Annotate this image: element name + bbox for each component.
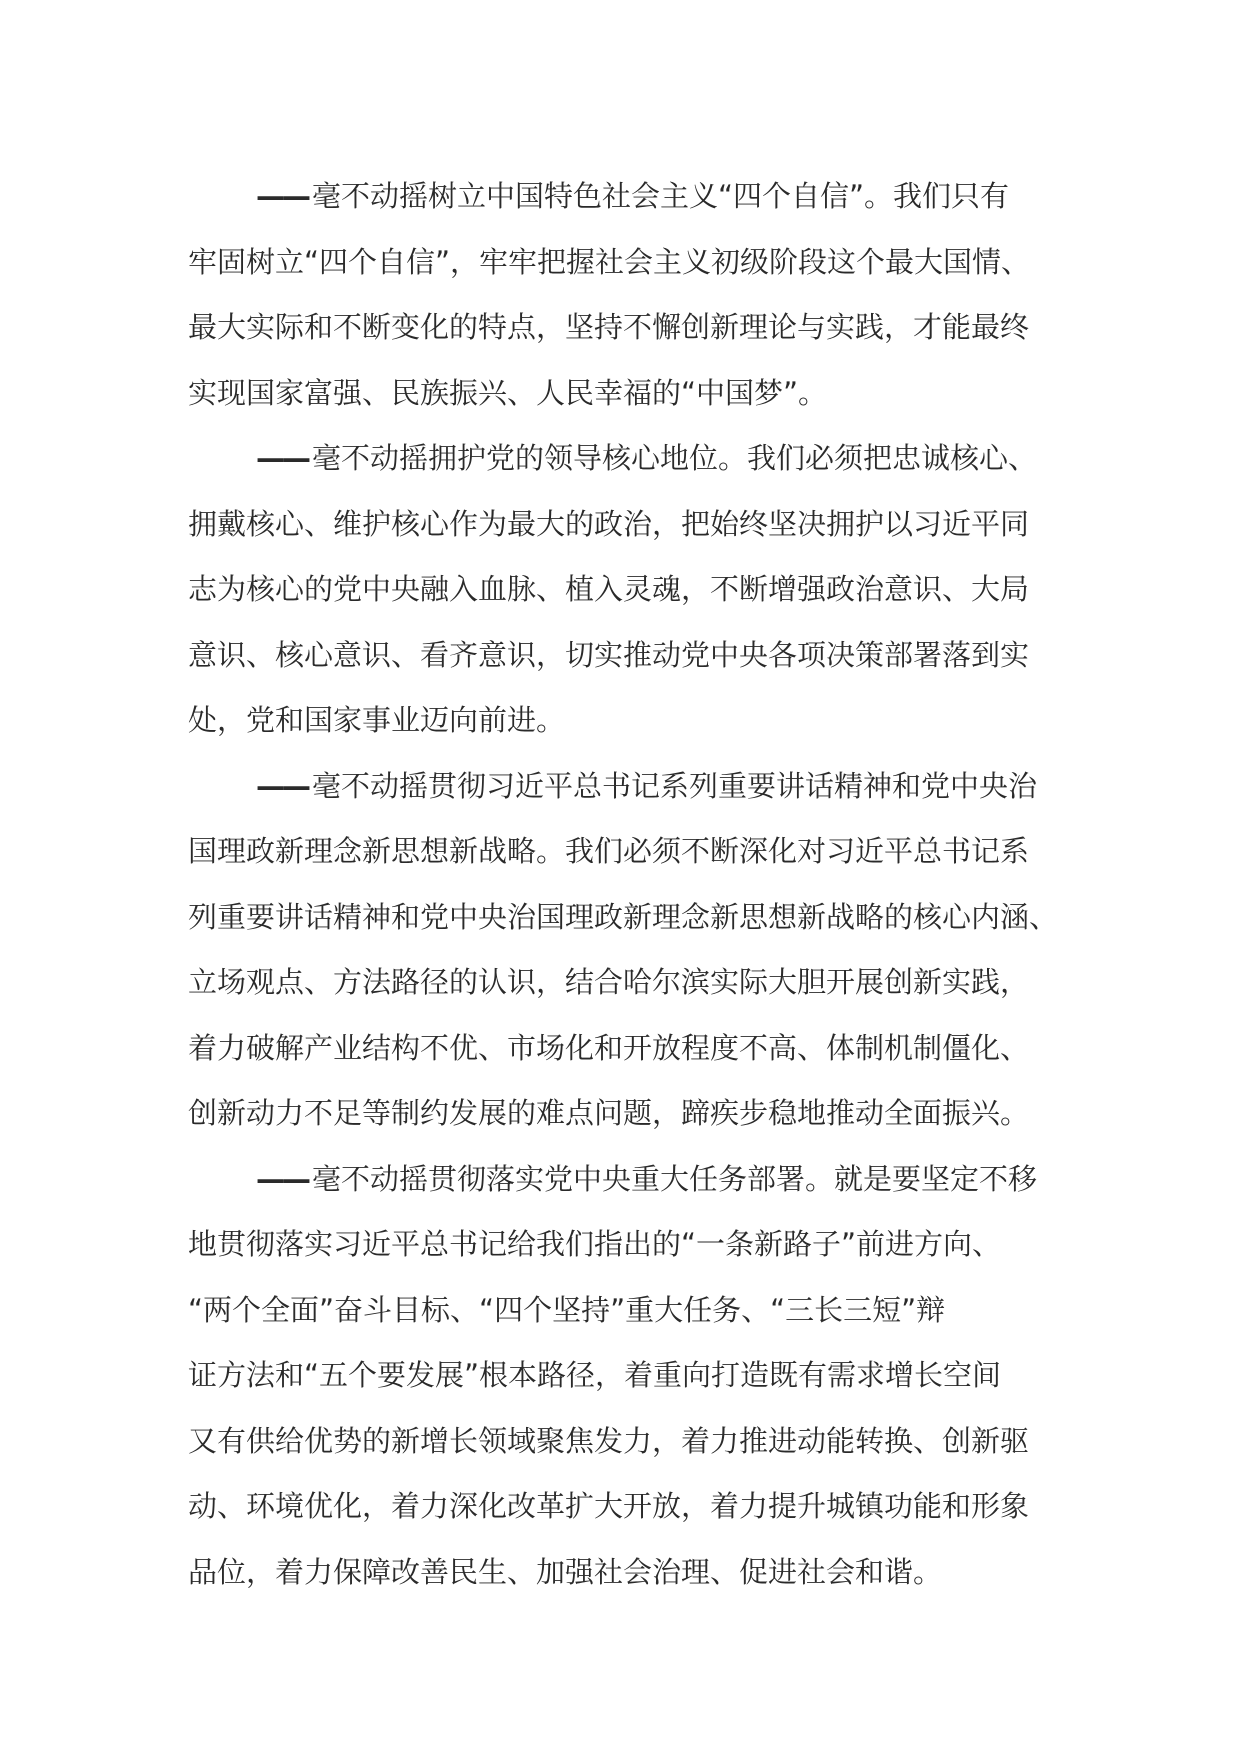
paragraph-four-confidences xyxy=(188,164,1068,426)
paragraph-line: 动、环境优化，着力深化改革扩大开放，着力提升城镇功能和形象 xyxy=(188,1489,1030,1523)
paragraph-line: 最大实际和不断变化的特点，坚持不懈创新理论与实践，才能最终 xyxy=(188,310,1030,344)
paragraph-line: 志为核心的党中央融入血脉、植入灵魂，不断增强政治意识、大局 xyxy=(188,572,1030,606)
paragraph-line: 又有供给优势的新增长领域聚焦发力，着力推进动能转换、创新驱 xyxy=(188,1423,1030,1458)
paragraph-line: 创新动力不足等制约发展的难点问题，蹄疾步稳地推动全面振兴。 xyxy=(188,1096,1030,1130)
paragraph-core-leadership xyxy=(188,426,1068,754)
paragraph-line: 国理政新理念新思想新战略。我们必须不断深化对习近平总书记系 xyxy=(188,834,1030,868)
paragraph-line xyxy=(188,1147,1068,1213)
em-dash: —— xyxy=(256,179,308,213)
paragraph-line xyxy=(188,164,1068,230)
paragraph-line xyxy=(188,426,1068,492)
paragraph-line: 品位，着力保障改善民生、加强社会治理、促进社会和谐。 xyxy=(188,1554,943,1589)
paragraph-line: 拥戴核心、维护核心作为最大的政治，把始终坚决拥护以习近平同 xyxy=(188,506,1030,541)
line-text: 毫不动摇拥护党的领导核心地位。我们必须把忠诚核心、 xyxy=(312,441,1038,475)
em-dash: —— xyxy=(256,441,308,475)
line-text: 毫不动摇贯彻落实党中央重大任务部署。就是要坚定不移 xyxy=(312,1161,1038,1196)
paragraph-line: 牢固树立“四个自信”，牢牢把握社会主义初级阶段这个最大国情、 xyxy=(188,244,1031,279)
paragraph-line: 地贯彻落实习近平总书记给我们指出的“一条新路子”前进方向、 xyxy=(188,1227,1002,1261)
paragraph-line: 立场观点、方法路径的认识，结合哈尔滨实际大胆开展创新实践， xyxy=(188,965,1030,999)
paragraph-line: 意识、核心意识、看齐意识，切实推动党中央各项决策部署落到实 xyxy=(188,637,1030,672)
paragraph-line xyxy=(188,754,1068,820)
paragraph-line: 实现国家富强、民族振兴、人民幸福的“中国梦”。 xyxy=(188,375,828,410)
document-body xyxy=(188,164,1068,1605)
paragraph-line: 证方法和“五个要发展”根本路径，着重向打造既有需求增长空间 xyxy=(188,1358,1002,1392)
paragraph-speech-spirit xyxy=(188,754,1068,1147)
paragraph-line: 着力破解产业结构不优、市场化和开放程度不高、体制机制僵化、 xyxy=(188,1030,1030,1065)
em-dash: —— xyxy=(256,768,308,803)
paragraph-major-tasks xyxy=(188,1147,1068,1606)
paragraph-line: 列重要讲话精神和党中央治国理政新理念新思想新战略的核心内涵、 xyxy=(188,899,1059,934)
paragraph-line: “两个全面”奋斗目标、“四个坚持”重大任务、“三长三短”辩 xyxy=(188,1292,946,1327)
line-text: 毫不动摇贯彻习近平总书记系列重要讲话精神和党中央治 xyxy=(312,768,1038,803)
em-dash: —— xyxy=(256,1161,308,1196)
line-text: 毫不动摇树立中国特色社会主义“四个自信”。我们只有 xyxy=(312,179,1010,213)
paragraph-line: 处，党和国家事业迈向前进。 xyxy=(188,703,566,737)
